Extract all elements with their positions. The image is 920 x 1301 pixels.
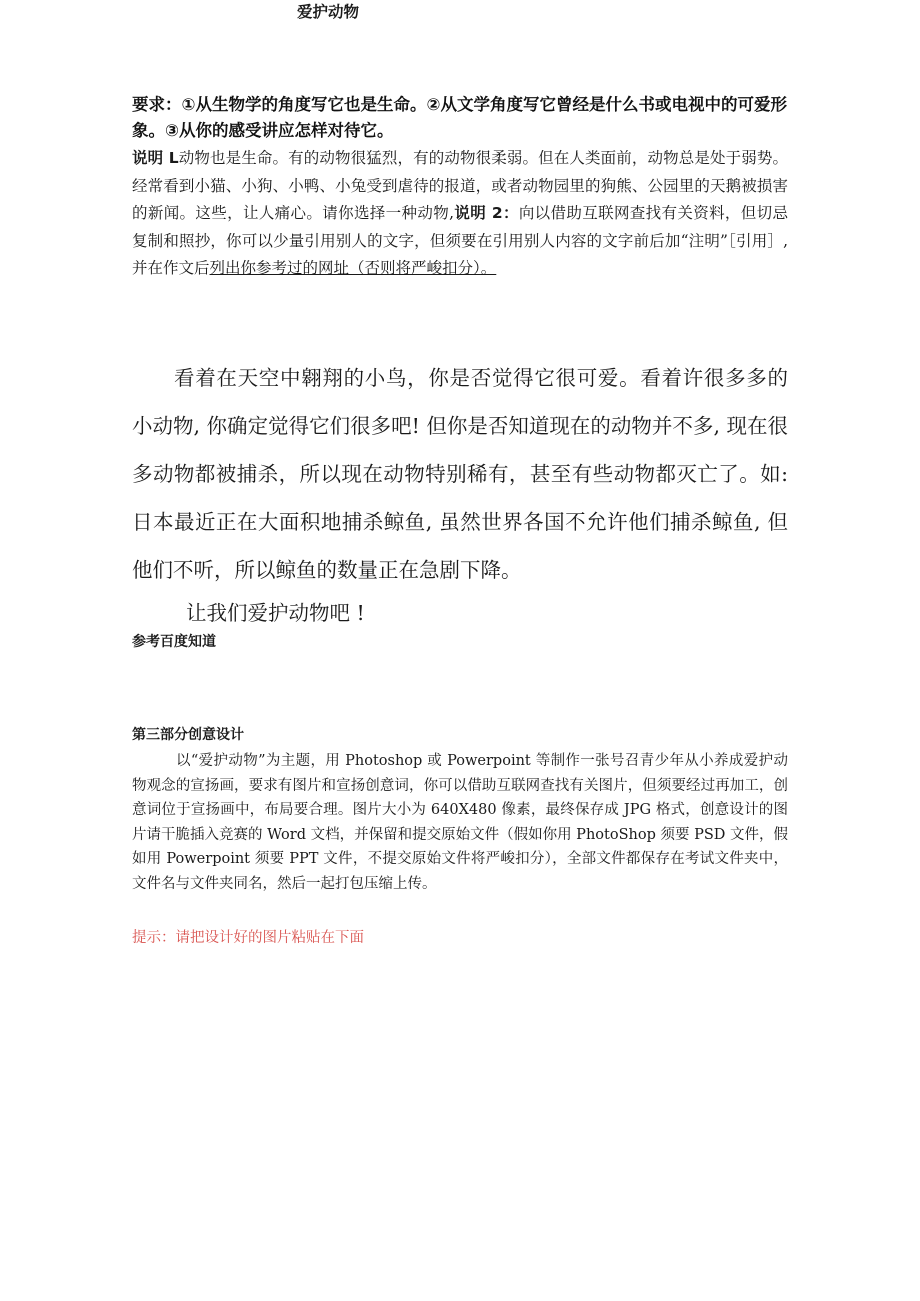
essay-closing: 让我们爱护动物吧 !	[186, 601, 365, 625]
instructions-paragraph	[132, 145, 788, 283]
note-text-2: 向以借助互联网查找有关资料，但切忌复制和照抄，你可以少量引用别人的文字，但须要在引用别人内容的文字前后加“注明”［引用］, 并在作文后	[132, 204, 788, 277]
note-label-1: 说明 L	[132, 149, 179, 167]
section-title: 第三部分创意设计	[132, 727, 244, 743]
note-label-2: 说明 2：	[454, 204, 519, 222]
reference-source: 参考百度知道	[132, 634, 216, 650]
note-underlined-text: 列出你参考过的网址（否则将严峻扣分）。	[209, 259, 497, 277]
requirements-text: 要求：①从生物学的角度写它也是生命。②从文学角度写它曾经是什么书或电视中的可爱形象。③从你的感受讲应怎样对待它。	[132, 95, 787, 140]
essay-title: 爱护动物	[296, 3, 359, 21]
hint-text: 提示：请把设计好的图片粘贴在下面	[132, 930, 364, 946]
design-instructions: 以“爱护动物”为主题，用 Photoshop 或 Powerpoint 等制作一张号召青少年从小养成爱护动物观念的宣扬画，要求有图片和宣扬创意词，你可以借助互联网查找有关图片，但须要经过再加工，创意词位于宣扬画中，布局要合理。图片大小为 640X480 像素，最终保存成 JPG 格式，创意设计的图片请干脆插入竞赛的 Word 文档，并保留和提交原始文件（假如你用 PhotoShop 须要 PSD 文件，假如用 Powerpoint 须要 PPT 文件，不提交原始文件将严峻扣分），全部文件都保存在考试文件夹中，文件名与文件夹同名，然后一起打包压缩上传。	[132, 753, 788, 892]
essay-body: 看着在天空中翱翔的小鸟，你是否觉得它很可爱。看着许很多多的小动物, 你确定觉得它们很多吧! 但你是否知道现在的动物并不多, 现在很多动物都被捕杀，所以现在动物特别稀有，甚至有些动物都灭亡了。如: 日本最近正在大面积地捕杀鲸鱼, 虽然世界各国不允许他们捕杀鲸鱼, 但他们不听，所以鲸鱼的数量正在急剧下降。	[132, 366, 788, 582]
note-text-1: 动物也是生命。有的动物很猛烈，有的动物很柔弱。但在人类面前，动物总是处于弱势。经常看到小猫、小狗、小鸭、小兔受到虐待的报道，或者动物园里的狗熊、公园里的天鹅被损害的新闻。这些，让人痛心。请你选择一种动物,	[132, 149, 788, 222]
